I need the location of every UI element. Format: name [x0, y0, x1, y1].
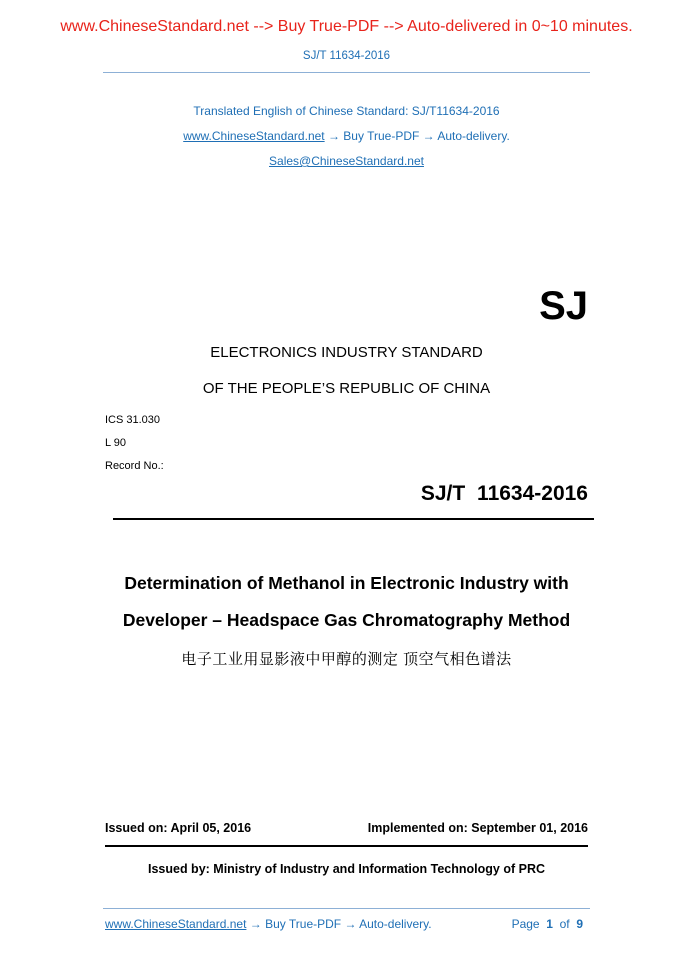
- dates-divider: [105, 845, 588, 847]
- footer-link-line: [105, 917, 432, 931]
- page-label: Page: [511, 917, 540, 931]
- header-standard-code: SJ/T 11634-2016: [302, 50, 391, 62]
- issued-on-date: Issued on: April 05, 2016: [105, 821, 252, 835]
- page-of: of: [559, 917, 570, 931]
- sj-logo: SJ: [539, 284, 588, 328]
- page-current: 1: [546, 917, 553, 931]
- footer-site-link[interactable]: www.ChineseStandard.net: [105, 917, 247, 931]
- promo-banner[interactable]: www.ChineseStandard.net --> Buy True-PDF --> Auto-delivered in 0~10 minutes.: [60, 18, 633, 35]
- record-number: Record No.:: [105, 460, 164, 472]
- implemented-on-date: Implemented on: September 01, 2016: [367, 821, 588, 835]
- classification-code: L 90: [105, 437, 127, 449]
- org-line-1: ELECTRONICS INDUSTRY STANDARD: [210, 344, 483, 361]
- translation-note: Translated English of Chinese Standard: SJ/T11634-2016: [193, 104, 500, 118]
- buy-note: → Buy True-PDF → Auto-delivery.: [324, 129, 510, 143]
- page-total: 9: [576, 917, 583, 931]
- title-divider: [113, 518, 594, 520]
- site-link[interactable]: www.ChineseStandard.net: [183, 129, 325, 143]
- title-line-2: Developer – Headspace Gas Chromatography Method: [122, 610, 571, 630]
- sales-email-link[interactable]: Sales@ChineseStandard.net: [269, 154, 424, 168]
- standard-number: SJ/T 11634-2016: [420, 482, 588, 505]
- title-chinese: 电子工业用显影液中甲醇的测定 顶空气相色谱法: [181, 651, 512, 668]
- issuing-authority: Issued by: Ministry of Industry and Information Technology of PRC: [147, 862, 545, 876]
- page-indicator: [512, 917, 583, 931]
- org-line-2: OF THE PEOPLE’S REPUBLIC OF CHINA: [202, 380, 491, 397]
- sales-email-line: [0, 154, 693, 168]
- footer-divider: [103, 908, 590, 909]
- ics-code: ICS 31.030: [105, 414, 161, 426]
- title-line-1: Determination of Methanol in Electronic Industry with: [124, 573, 569, 593]
- footer-buy-note: → Buy True-PDF → Auto-delivery.: [246, 917, 432, 931]
- header-divider: [103, 72, 590, 73]
- translation-link-line: [0, 129, 693, 143]
